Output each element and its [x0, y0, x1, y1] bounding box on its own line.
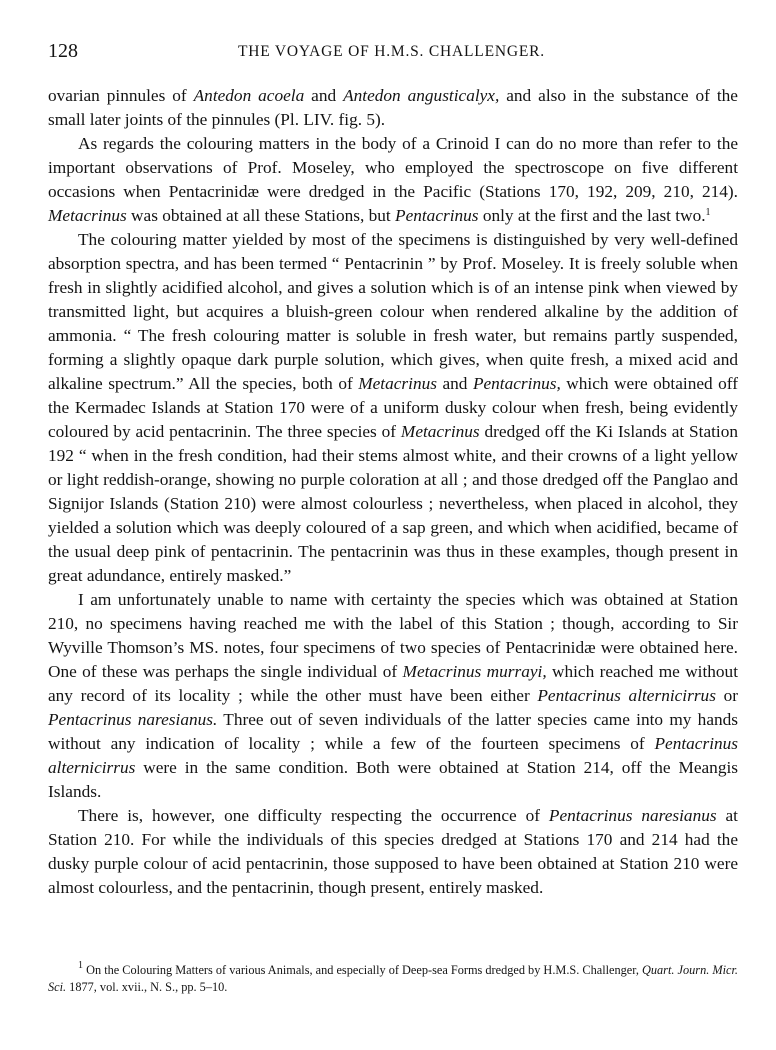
page-header — [48, 40, 738, 64]
italic-term: Pentacrinus — [395, 206, 479, 225]
text-run: and also in the substance of the small later joints of the pinnules (Pl. LIV. fig. 5). — [48, 86, 738, 129]
italic-term: Antedon angusticalyx, — [343, 86, 500, 105]
italic-term: Metacrinus — [358, 374, 437, 393]
text-run: only at the first and the last two. — [478, 206, 706, 225]
text-run: As regards the colouring matters in the body of a Crinoid I can do no more than refer to the important observations of Prof. Moseley, who employed the spectroscope on five different occasions when Pentacrinidæ were dredged in the Pacific (Stations 170, 192, 209, 210, 214). — [48, 134, 738, 201]
paragraph — [48, 804, 738, 900]
footnote-area — [48, 962, 738, 996]
text-run: which reached me without any record of its locality ; while the other must have been either — [48, 662, 738, 705]
page-number: 128 — [48, 40, 78, 62]
footnote-marker: 1 — [705, 207, 711, 218]
text-run: There is, however, one difficulty respecting the occurrence of — [78, 806, 549, 825]
text-run: and — [304, 86, 344, 105]
text-run: was obtained at all these Stations, but — [126, 206, 396, 225]
italic-term: Pentacrinus, — [472, 374, 561, 393]
text-run: or — [715, 686, 739, 705]
italic-term: Quart. Journ. Micr. Sci. — [48, 963, 738, 994]
italic-term: Pentacrinus alternicirrus — [537, 686, 716, 705]
text-run: I am unfortunately unable to name with certainty the species which was obtained at Station 210, no specimens having reached me with the label of this Station ; though, according to Sir Wyville Thomson’s MS. notes, four specimens of two species of Pentacrinidæ were obtained here. One of these was perhaps the single individual of — [48, 590, 738, 681]
text-run: 1877, vol. xvii., N. S., pp. 5–10. — [66, 980, 228, 994]
italic-term: Antedon acoela — [193, 86, 305, 105]
footnote — [48, 962, 738, 996]
italic-term: Pentacrinus naresianus — [548, 806, 717, 825]
text-run: The colouring matter yielded by most of the specimens is distinguished by very well-defined absorption spectra, and has been termed “ Pentacrinin ” by Prof. Moseley. It is freely soluble when fresh in slightly acidified alcohol, and gives a solution which is of an intense pink when viewed by transmitted light, but acquires a bluish-green colour when rendered alkaline by the addition of ammonia. “ The fresh colouring matter is soluble in fresh water, but remains partly suspended, forming a slightly opaque dark purple solution, which gives, when quite fresh, a mixed acid and alkaline spectrum.” All the species, both of — [48, 230, 738, 393]
paragraph — [48, 588, 738, 804]
italic-term: Metacrinus — [48, 206, 127, 225]
footnote-marker: 1 — [78, 960, 83, 971]
paragraph — [48, 228, 738, 588]
text-run: at Station 210. For while the individuals of this species dredged at Stations 170 and 214 had the dusky purple colour of acid pentacrinin, those supposed to have been obtained at Station 210 were almost colourless, and the pentacrinin, though present, entirely masked. — [48, 806, 738, 897]
paragraph — [48, 84, 738, 132]
text-run: dredged off the Ki Islands at Station 192 “ when in the fresh condition, had their stems almost white, and their crowns of a light yellow or light reddish-orange, showing no purple coloration at all ; and those dredged off the Panglao and Signijor Islands (Station 210) were almost colourless ; nevertheless, when placed in alcohol, they yielded a solution which was deeply coloured of a sap green, and which when acidified, became of the usual deep pink of pentacrinin. The pentacrinin was thus in these examples, though present in great adundance, entirely masked.” — [48, 422, 739, 585]
italic-term: Pentacrinus alternicirrus — [48, 734, 738, 777]
italic-term: Metacrinus murrayi, — [402, 662, 547, 681]
text-run: were in the same condition. Both were obtained at Station 214, off the Meangis Islands. — [48, 758, 738, 801]
text-run: On the Colouring Matters of various Animals, and especially of Deep-sea Forms dredged by H.M.S. Challenger, — [83, 963, 642, 977]
italic-term: Metacrinus — [400, 422, 480, 441]
text-run: ovarian pinnules of — [48, 86, 194, 105]
body-text — [48, 84, 738, 900]
text-run: which were obtained off the Kermadec Islands at Station 170 were of a uniform dusky colour when fresh, being evidently coloured by acid pentacrinin. The three species of — [48, 374, 738, 441]
text-run: and — [436, 374, 473, 393]
text-run: Three out of seven individuals of the latter species came into my hands without any indication of locality ; while a few of the fourteen specimens of — [48, 710, 738, 753]
italic-term: Pentacrinus naresianus. — [48, 710, 218, 729]
running-title: THE VOYAGE OF H.M.S. CHALLENGER. — [238, 43, 545, 60]
paragraph — [48, 132, 738, 228]
